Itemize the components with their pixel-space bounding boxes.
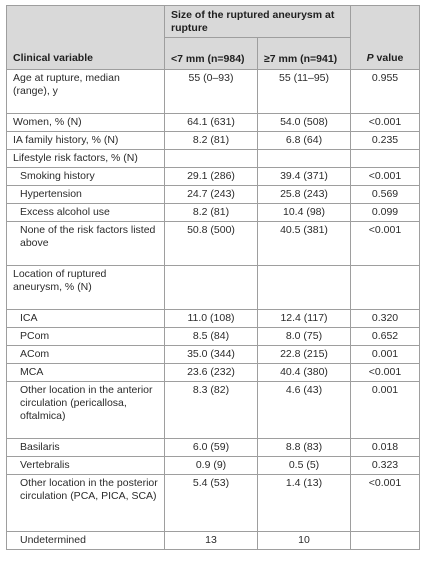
large-value: 10 (258, 532, 351, 550)
table-row (7, 186, 420, 204)
p-value: 0.001 (351, 382, 420, 439)
table-row (7, 204, 420, 222)
table-row (7, 475, 420, 532)
table-row-section (7, 150, 420, 168)
header-p-value (351, 6, 420, 70)
header-small-aneurysm: <7 mm (n=984) (165, 38, 258, 70)
header-large-aneurysm: ≥7 mm (n=941) (258, 38, 351, 70)
row-label: Age at rupture, median (range), y (7, 70, 165, 114)
p-value: <0.001 (351, 222, 420, 266)
small-value (165, 266, 258, 310)
large-value: 8.0 (75) (258, 328, 351, 346)
small-value: 8.2 (81) (165, 132, 258, 150)
small-value: 13 (165, 532, 258, 550)
table-row (7, 457, 420, 475)
header-clinical-variable: Clinical variable (7, 6, 165, 70)
large-value: 55 (11–95) (258, 70, 351, 114)
row-label: Vertebralis (7, 457, 165, 475)
small-value: 0.9 (9) (165, 457, 258, 475)
row-label: IA family history, % (N) (7, 132, 165, 150)
row-label: Basilaris (7, 439, 165, 457)
small-value: 11.0 (108) (165, 310, 258, 328)
table-row (7, 364, 420, 382)
large-value: 1.4 (13) (258, 475, 351, 532)
p-value: 0.652 (351, 328, 420, 346)
small-value (165, 150, 258, 168)
large-value: 8.8 (83) (258, 439, 351, 457)
table-row (7, 114, 420, 132)
table-row (7, 70, 420, 114)
small-value: 23.6 (232) (165, 364, 258, 382)
clinical-variables-table (6, 5, 420, 550)
large-value: 4.6 (43) (258, 382, 351, 439)
p-value: <0.001 (351, 475, 420, 532)
row-label: None of the risk factors listed above (7, 222, 165, 266)
section-label: Lifestyle risk factors, % (N) (7, 150, 165, 168)
table-row-section (7, 266, 420, 310)
header-p-rest: value (373, 52, 404, 64)
small-value: 24.7 (243) (165, 186, 258, 204)
small-value: 8.3 (82) (165, 382, 258, 439)
p-value: 0.018 (351, 439, 420, 457)
p-value: <0.001 (351, 364, 420, 382)
row-label: Smoking history (7, 168, 165, 186)
p-value: 0.323 (351, 457, 420, 475)
table-row (7, 382, 420, 439)
small-value: 64.1 (631) (165, 114, 258, 132)
large-value: 40.4 (380) (258, 364, 351, 382)
table-row (7, 532, 420, 550)
row-label: MCA (7, 364, 165, 382)
small-value: 6.0 (59) (165, 439, 258, 457)
row-label: ICA (7, 310, 165, 328)
row-label: Women, % (N) (7, 114, 165, 132)
table-body (7, 70, 420, 550)
table-row (7, 222, 420, 266)
header-size-group: Size of the ruptured aneurysm at rupture (165, 6, 351, 38)
large-value: 0.5 (5) (258, 457, 351, 475)
p-value: <0.001 (351, 114, 420, 132)
p-value (351, 532, 420, 550)
small-value: 29.1 (286) (165, 168, 258, 186)
large-value (258, 150, 351, 168)
section-label: Location of ruptured aneurysm, % (N) (7, 266, 165, 310)
row-label: Excess alcohol use (7, 204, 165, 222)
p-value: 0.320 (351, 310, 420, 328)
small-value: 8.5 (84) (165, 328, 258, 346)
p-value: 0.955 (351, 70, 420, 114)
header-p-italic: P (366, 52, 374, 64)
large-value: 39.4 (371) (258, 168, 351, 186)
large-value: 10.4 (98) (258, 204, 351, 222)
small-value: 5.4 (53) (165, 475, 258, 532)
small-value: 55 (0–93) (165, 70, 258, 114)
table-row (7, 439, 420, 457)
p-value (351, 266, 420, 310)
p-value: 0.001 (351, 346, 420, 364)
large-value (258, 266, 351, 310)
p-value (351, 150, 420, 168)
small-value: 35.0 (344) (165, 346, 258, 364)
row-label: PCom (7, 328, 165, 346)
row-label: ACom (7, 346, 165, 364)
row-label: Undetermined (7, 532, 165, 550)
table-row (7, 328, 420, 346)
large-value: 40.5 (381) (258, 222, 351, 266)
table-row (7, 310, 420, 328)
p-value: <0.001 (351, 168, 420, 186)
small-value: 8.2 (81) (165, 204, 258, 222)
p-value: 0.569 (351, 186, 420, 204)
table-row (7, 168, 420, 186)
large-value: 22.8 (215) (258, 346, 351, 364)
large-value: 54.0 (508) (258, 114, 351, 132)
p-value: 0.235 (351, 132, 420, 150)
row-label: Other location in the posterior circulation (PCA, PICA, SCA) (7, 475, 165, 532)
table-row (7, 346, 420, 364)
large-value: 6.8 (64) (258, 132, 351, 150)
table-row (7, 132, 420, 150)
row-label: Hypertension (7, 186, 165, 204)
small-value: 50.8 (500) (165, 222, 258, 266)
row-label: Other location in the anterior circulation (pericallosa, oftalmica) (7, 382, 165, 439)
p-value: 0.099 (351, 204, 420, 222)
table-header (7, 6, 420, 70)
large-value: 25.8 (243) (258, 186, 351, 204)
large-value: 12.4 (117) (258, 310, 351, 328)
